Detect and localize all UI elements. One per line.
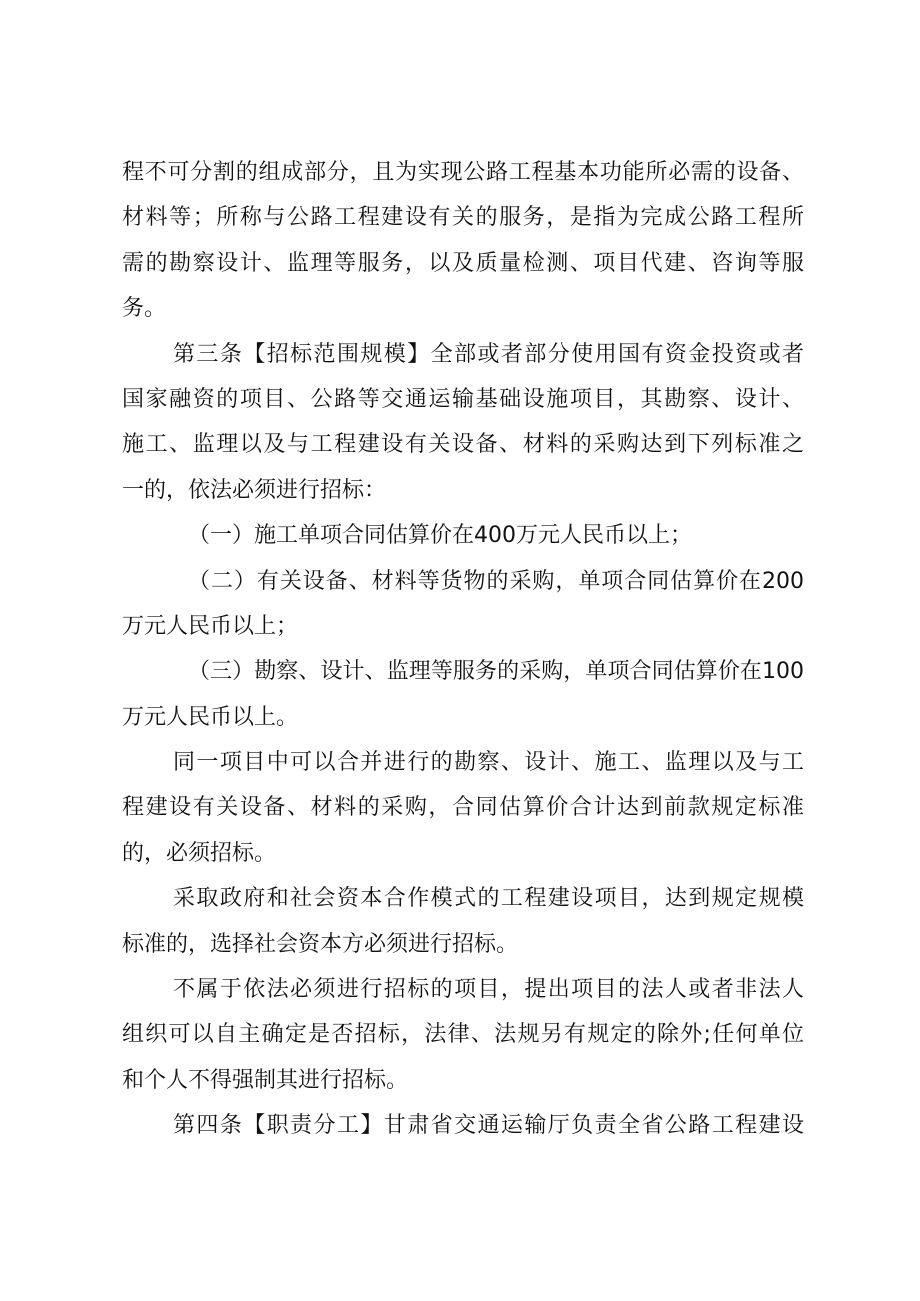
text-line: 材料等；所称与公路工程建设有关的服务，是指为完成公路工程所 bbox=[122, 205, 804, 231]
text-line: 施工、监理以及与工程建设有关设备、材料的采购达到下列标准之 bbox=[122, 432, 804, 458]
text-line: 务。 bbox=[122, 296, 167, 322]
document-body bbox=[122, 150, 804, 1149]
text-line: 一的，依法必须进行招标： bbox=[122, 477, 387, 503]
text-line: 组织可以自主确定是否招标，法律、法规另有规定的除外;任何单位 bbox=[122, 1022, 804, 1048]
text-line: 需的勘察设计、监理等服务，以及质量检测、项目代建、咨询等服 bbox=[122, 250, 804, 276]
text-line: 和个人不得强制其进行招标。 bbox=[122, 1067, 409, 1093]
paragraph-line: 采取政府和社会资本合作模式的工程建设项目，达到规定规模 bbox=[173, 886, 804, 912]
paragraph-line: 同一项目中可以合并进行的勘察、设计、施工、监理以及与工 bbox=[173, 750, 804, 776]
article-3-heading-line: 第三条【招标范围规模】全部或者部分使用国有资金投资或者 bbox=[173, 341, 804, 367]
list-item-1: （一）施工单项合同估算价在400万元人民币以上； bbox=[188, 523, 692, 549]
article-4-heading-line: 第四条【职责分工】甘肃省交通运输厅负责全省公路工程建设 bbox=[173, 1113, 804, 1139]
text-line: 标准的，选择社会资本方必须进行招标。 bbox=[122, 931, 519, 957]
text-line: 万元人民币以上。 bbox=[122, 704, 299, 730]
paragraph-line: 不属于依法必须进行招标的项目，提出项目的法人或者非法人 bbox=[173, 977, 804, 1003]
text-line: 国家融资的项目、公路等交通运输基础设施项目，其勘察、设计、 bbox=[122, 386, 804, 412]
text-line: 万元人民币以上； bbox=[122, 613, 299, 639]
text-line: 程不可分割的组成部分，且为实现公路工程基本功能所必需的设备、 bbox=[122, 160, 804, 185]
list-item-2: （二）有关设备、材料等货物的采购，单项合同估算价在200 bbox=[188, 568, 804, 594]
text-line: 的，必须招标。 bbox=[122, 840, 277, 866]
list-item-3: （三）勘察、设计、监理等服务的采购，单项合同估算价在100 bbox=[188, 659, 804, 685]
text-line: 程建设有关设备、材料的采购，合同估算价合计达到前款规定标准 bbox=[122, 795, 804, 821]
